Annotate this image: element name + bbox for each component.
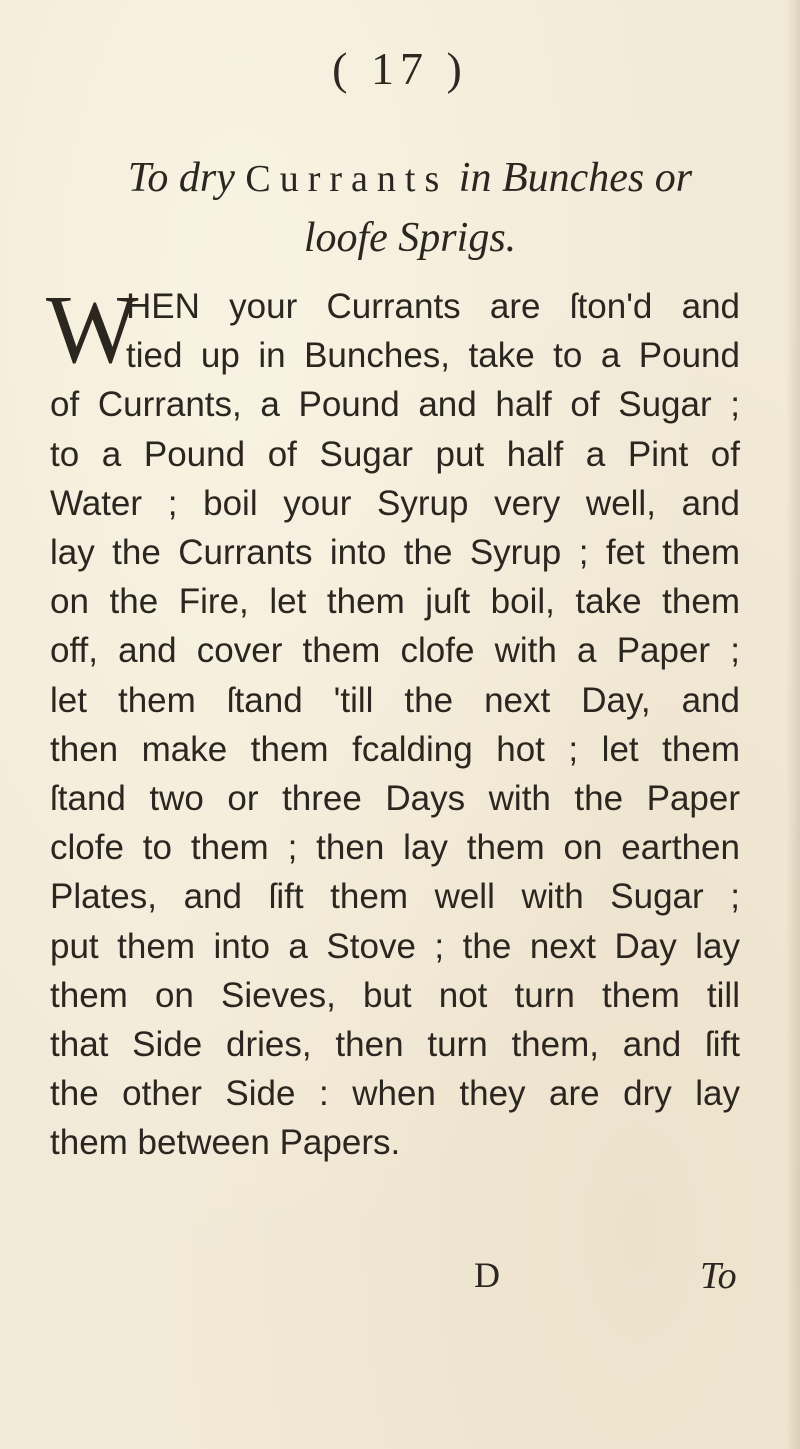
text-line: off, and cover them clofe with a Paper ; [50, 631, 740, 671]
recipe-title-line-2: loofe Sprigs. [303, 215, 517, 261]
text-line: ſtand two or three Days with the Paper [50, 779, 740, 819]
page-number: ( 17 ) [332, 43, 468, 94]
text-line: Plates, and ſift them well with Sugar ; [50, 877, 740, 917]
text-line: them between Papers. [50, 1123, 401, 1163]
text-line: them on Sieves, but not turn them till [50, 975, 740, 1015]
text-line: tied up in Bunches, take to a Pound [126, 336, 740, 376]
page-edge-shadow [786, 0, 800, 1449]
title-part-3: in Bunches or [458, 155, 693, 201]
text-line: the other Side : when they are dry lay [50, 1074, 740, 1114]
catchword: To [700, 1255, 737, 1297]
text-line: lay the Currants into the Syrup ; fet them [50, 533, 740, 573]
drop-cap: W [46, 276, 139, 384]
title-part-1: To dry [127, 155, 235, 201]
text-line: let them ſtand 'till the next Day, and [50, 680, 740, 720]
text-line: then make them fcalding hot ; let them [50, 729, 740, 769]
recipe-body [50, 282, 740, 1168]
text-line: HEN your Currants are ſton'd and [126, 287, 740, 326]
signature-mark: D [474, 1255, 500, 1295]
title-part-2: Currants [245, 158, 449, 200]
text-line: to a Pound of Sugar put half a Pint of [50, 434, 740, 474]
recipe-title [60, 150, 760, 207]
text-line: on the Fire, let them juſt boil, take them [50, 582, 740, 622]
text-line: Water ; boil your Syrup very well, and [50, 483, 740, 523]
text-line: put them into a Stove ; the next Day lay [50, 926, 740, 966]
text-line: clofe to them ; then lay them on earthen [50, 828, 740, 868]
text-line: that Side dries, then turn them, and ſift [50, 1025, 740, 1065]
text-line: of Currants, a Pound and half of Sugar ; [50, 385, 740, 425]
